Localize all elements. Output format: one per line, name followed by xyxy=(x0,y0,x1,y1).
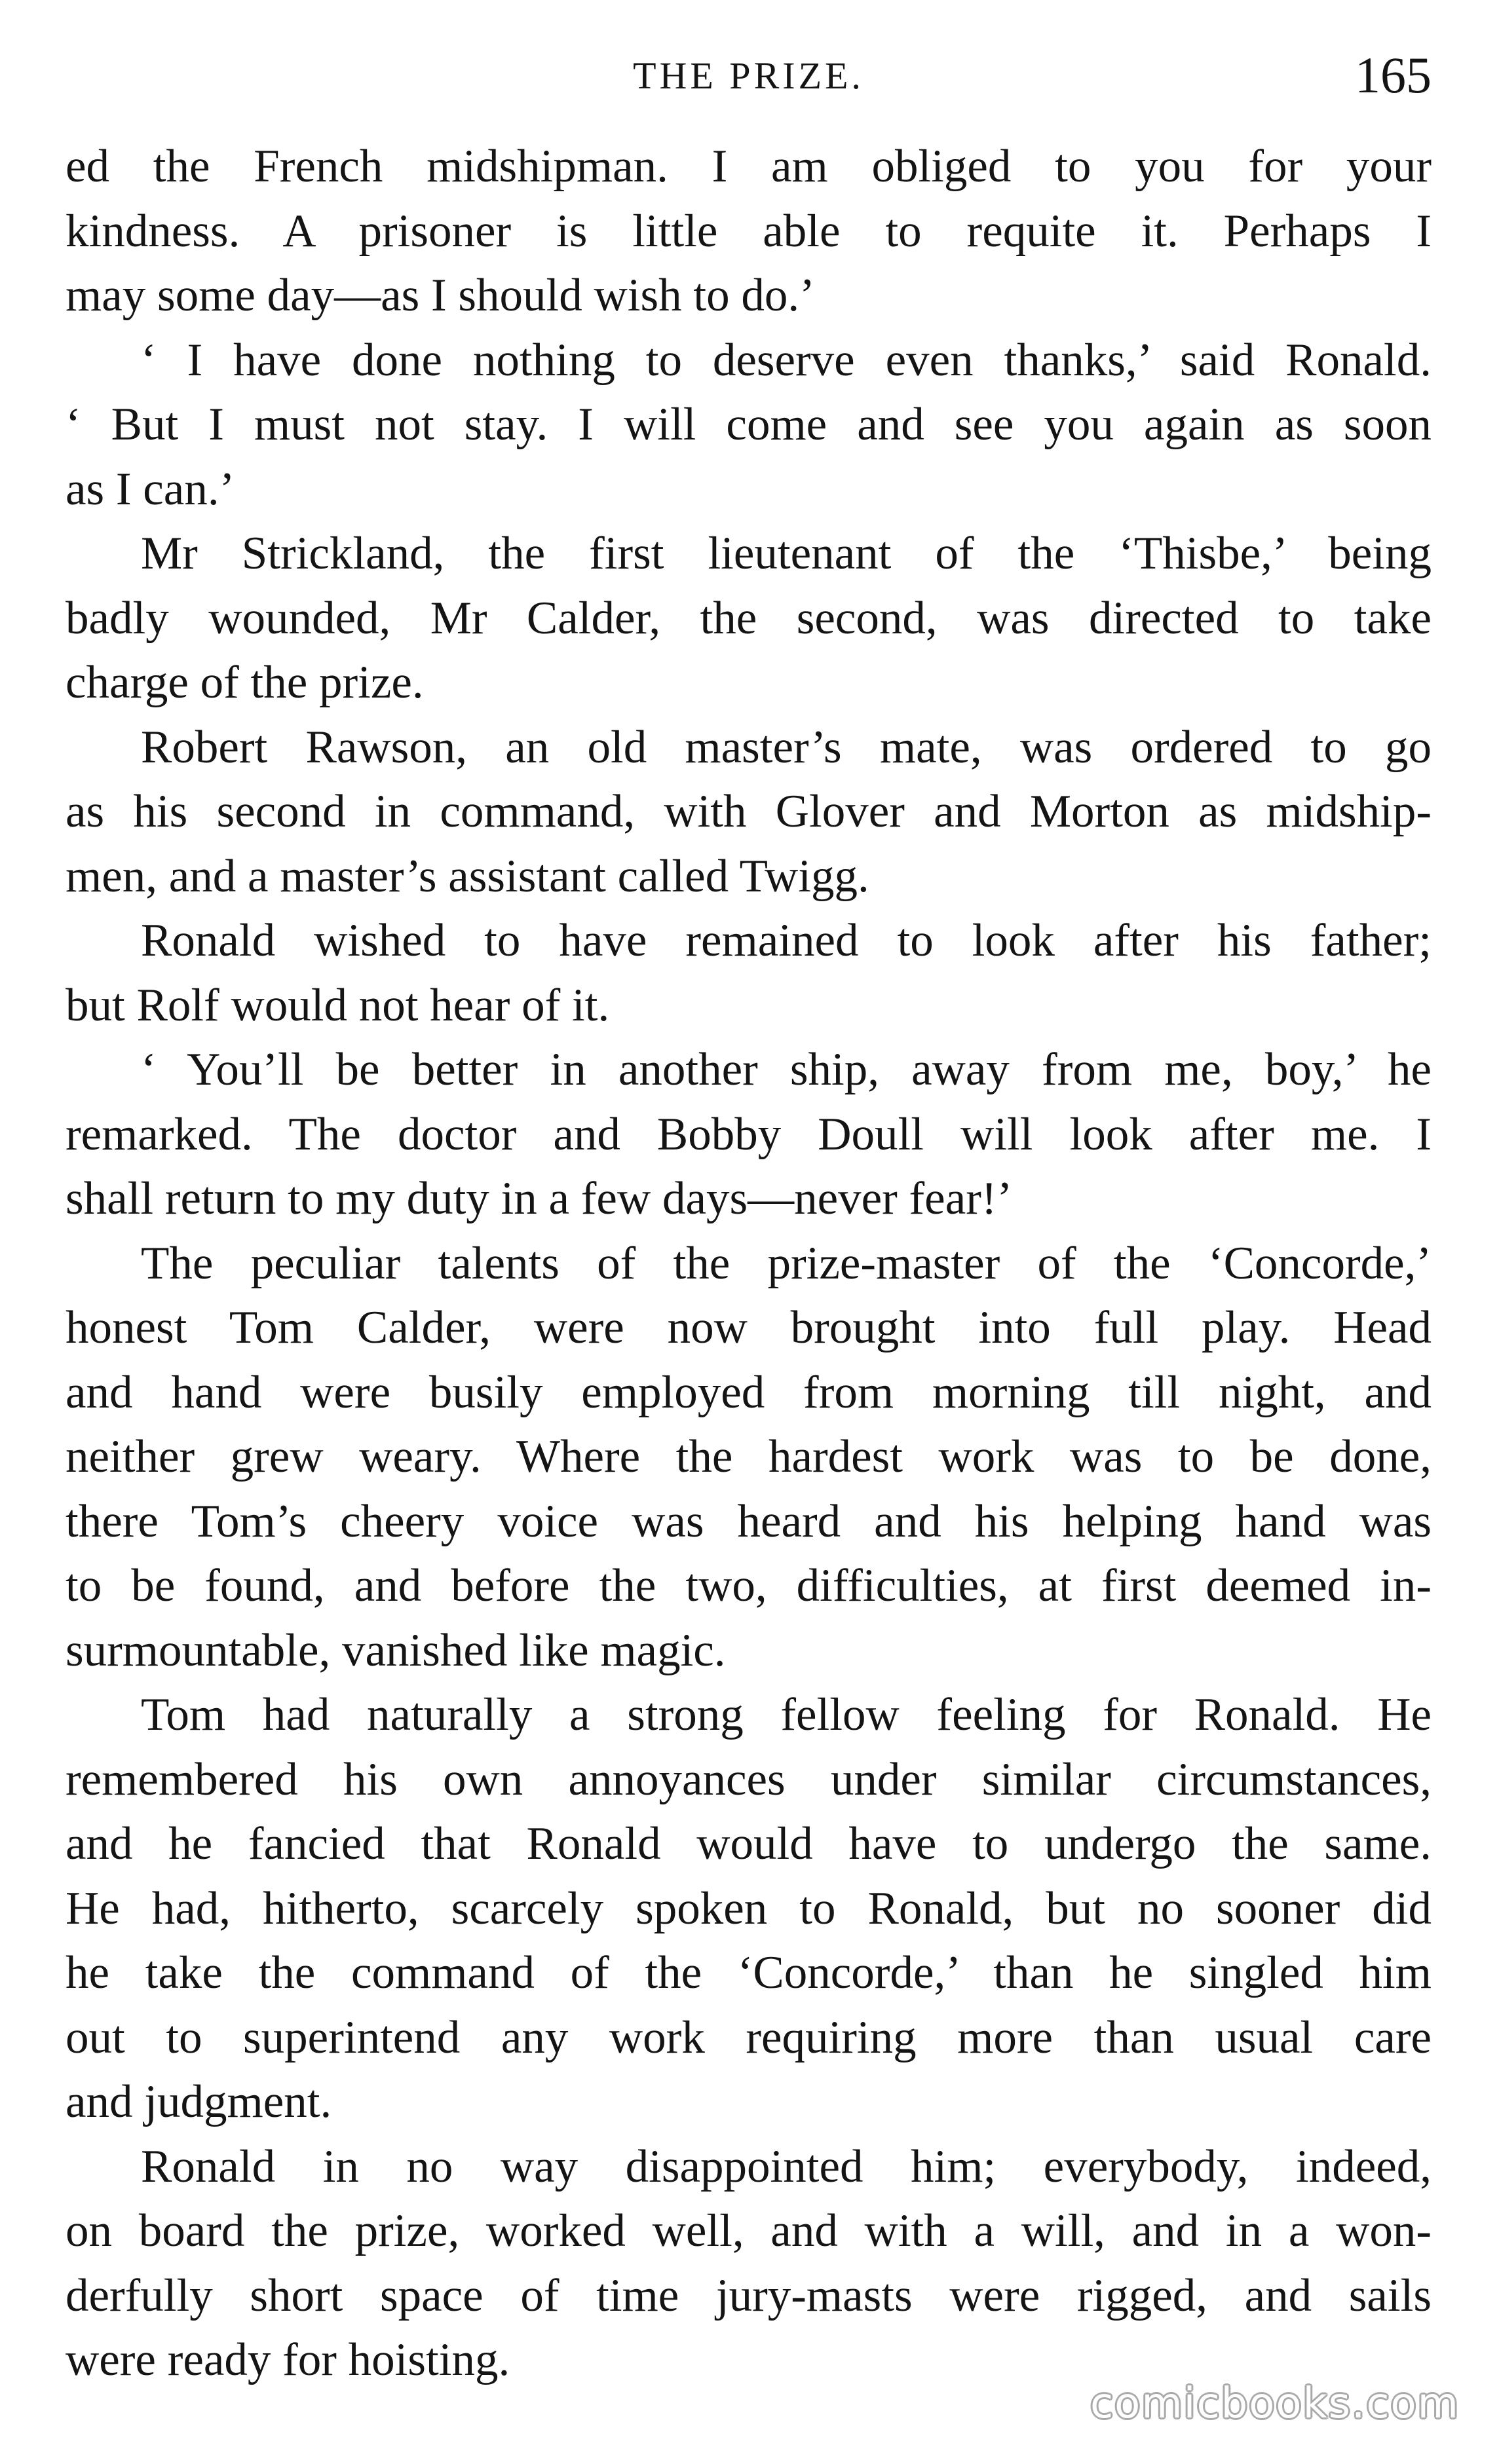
body-text xyxy=(66,134,1432,2393)
text-line: ‘ But I must not stay. I will come and see you again as soon xyxy=(66,399,1432,450)
running-title: THE PRIZE. xyxy=(633,54,864,97)
text-line: as his second in command, with Glover and Morton as midship- xyxy=(66,786,1432,837)
text-line: surmountable, vanished like magic. xyxy=(66,1624,726,1676)
text-line: as I can.’ xyxy=(66,463,235,515)
text-line: The peculiar talents of the prize-master of the ‘Concorde,’ xyxy=(141,1237,1432,1289)
text-line: remarked. The doctor and Bobby Doull will look after me. I xyxy=(66,1108,1432,1160)
page-number: 165 xyxy=(1355,47,1432,103)
running-head xyxy=(66,46,1432,118)
text-line: Mr Strickland, the first lieutenant of the ‘Thisbe,’ being xyxy=(141,528,1432,579)
text-line: derfully short space of time jury-masts were rigged, and sails xyxy=(66,2269,1432,2321)
watermark-text: comicbooks.com xyxy=(1090,2380,1460,2428)
text-line: Tom had naturally a strong fellow feeling for Ronald. He xyxy=(141,1689,1432,1740)
text-line: honest Tom Calder, were now brought into full play. Head xyxy=(66,1302,1432,1353)
text-line: kindness. A prisoner is little able to requite it. Perhaps I xyxy=(66,205,1432,257)
text-line: ‘ I have done nothing to deserve even thanks,’ said Ronald. xyxy=(141,334,1432,386)
text-line: men, and a master’s assistant called Twigg. xyxy=(66,850,869,902)
text-line: ‘ You’ll be better in another ship, away from me, boy,’ he xyxy=(141,1044,1432,1095)
text-line: and judgment. xyxy=(66,2076,332,2127)
text-line: remembered his own annoyances under similar circumstances, xyxy=(66,1753,1432,1805)
text-line: may some day—as I should wish to do.’ xyxy=(66,270,815,321)
text-line: shall return to my duty in a few days—never fear!’ xyxy=(66,1173,1013,1224)
text-line: ed the French midshipman. I am obliged to you for your xyxy=(66,141,1432,192)
text-line: but Rolf would not hear of it. xyxy=(66,979,610,1031)
text-line: on board the prize, worked well, and with a will, and in a won- xyxy=(66,2205,1432,2256)
text-line: charge of the prize. xyxy=(66,657,424,708)
text-line: neither grew weary. Where the hardest work was to be done, xyxy=(66,1431,1432,1482)
text-line: and hand were busily employed from morning till night, and xyxy=(66,1366,1432,1418)
text-line: badly wounded, Mr Calder, the second, was directed to take xyxy=(66,592,1432,644)
text-line: out to superintend any work requiring more than usual care xyxy=(66,2011,1432,2063)
text-line: he take the command of the ‘Concorde,’ than he singled him xyxy=(66,1947,1432,1998)
text-line: and he fancied that Ronald would have to undergo the same. xyxy=(66,1818,1432,1869)
text-line: to be found, and before the two, difficulties, at first deemed in- xyxy=(66,1560,1432,1611)
text-line: He had, hitherto, scarcely spoken to Ronald, but no sooner did xyxy=(66,1882,1432,1934)
text-line: were ready for hoisting. xyxy=(66,2334,510,2385)
text-line: Robert Rawson, an old master’s mate, was ordered to go xyxy=(141,721,1432,773)
text-line: Ronald in no way disappointed him; everybody, indeed, xyxy=(141,2140,1432,2192)
text-line: Ronald wished to have remained to look after his father; xyxy=(141,915,1432,966)
text-line: there Tom’s cheery voice was heard and his helping hand was xyxy=(66,1495,1432,1547)
